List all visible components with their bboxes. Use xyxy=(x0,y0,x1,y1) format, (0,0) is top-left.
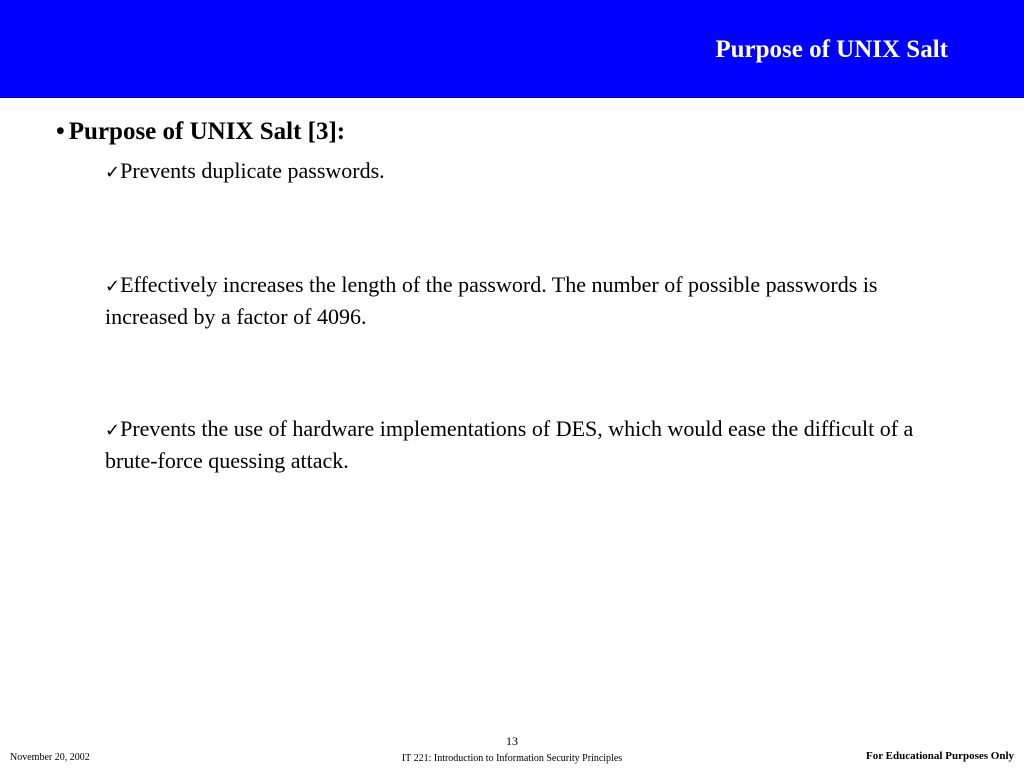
check-item xyxy=(105,414,965,476)
check-item xyxy=(105,156,965,188)
course-name: IT 221: Introduction to Information Security Principles xyxy=(401,753,623,764)
header-bar xyxy=(0,0,1024,97)
check-list xyxy=(56,156,976,476)
bullet-heading xyxy=(56,116,976,148)
bullet-icon: • xyxy=(56,118,65,145)
check-item-text: Prevents the use of hardware implementations of DES, which would ease the difficult of a brute-force quessing attack. xyxy=(105,416,914,473)
slide-content xyxy=(56,116,976,476)
checkmark-icon: ✓ xyxy=(105,420,121,441)
checkmark-icon: ✓ xyxy=(105,276,121,297)
check-item-text: Effectively increases the length of the password. The number of possible passwords is increased by a factor of 4096. xyxy=(105,272,878,329)
footer-notice: For Educational Purposes Only xyxy=(865,750,1014,762)
bullet-heading-text: Purpose of UNIX Salt [3]: xyxy=(68,118,346,145)
footer xyxy=(0,730,1024,768)
footer-date: November 20, 2002 xyxy=(10,752,90,763)
check-item-text: Prevents duplicate passwords. xyxy=(120,158,385,183)
slide-title: Purpose of UNIX Salt xyxy=(715,36,948,63)
check-item xyxy=(105,270,965,332)
page-number: 13 xyxy=(506,734,518,748)
checkmark-icon: ✓ xyxy=(105,162,121,183)
